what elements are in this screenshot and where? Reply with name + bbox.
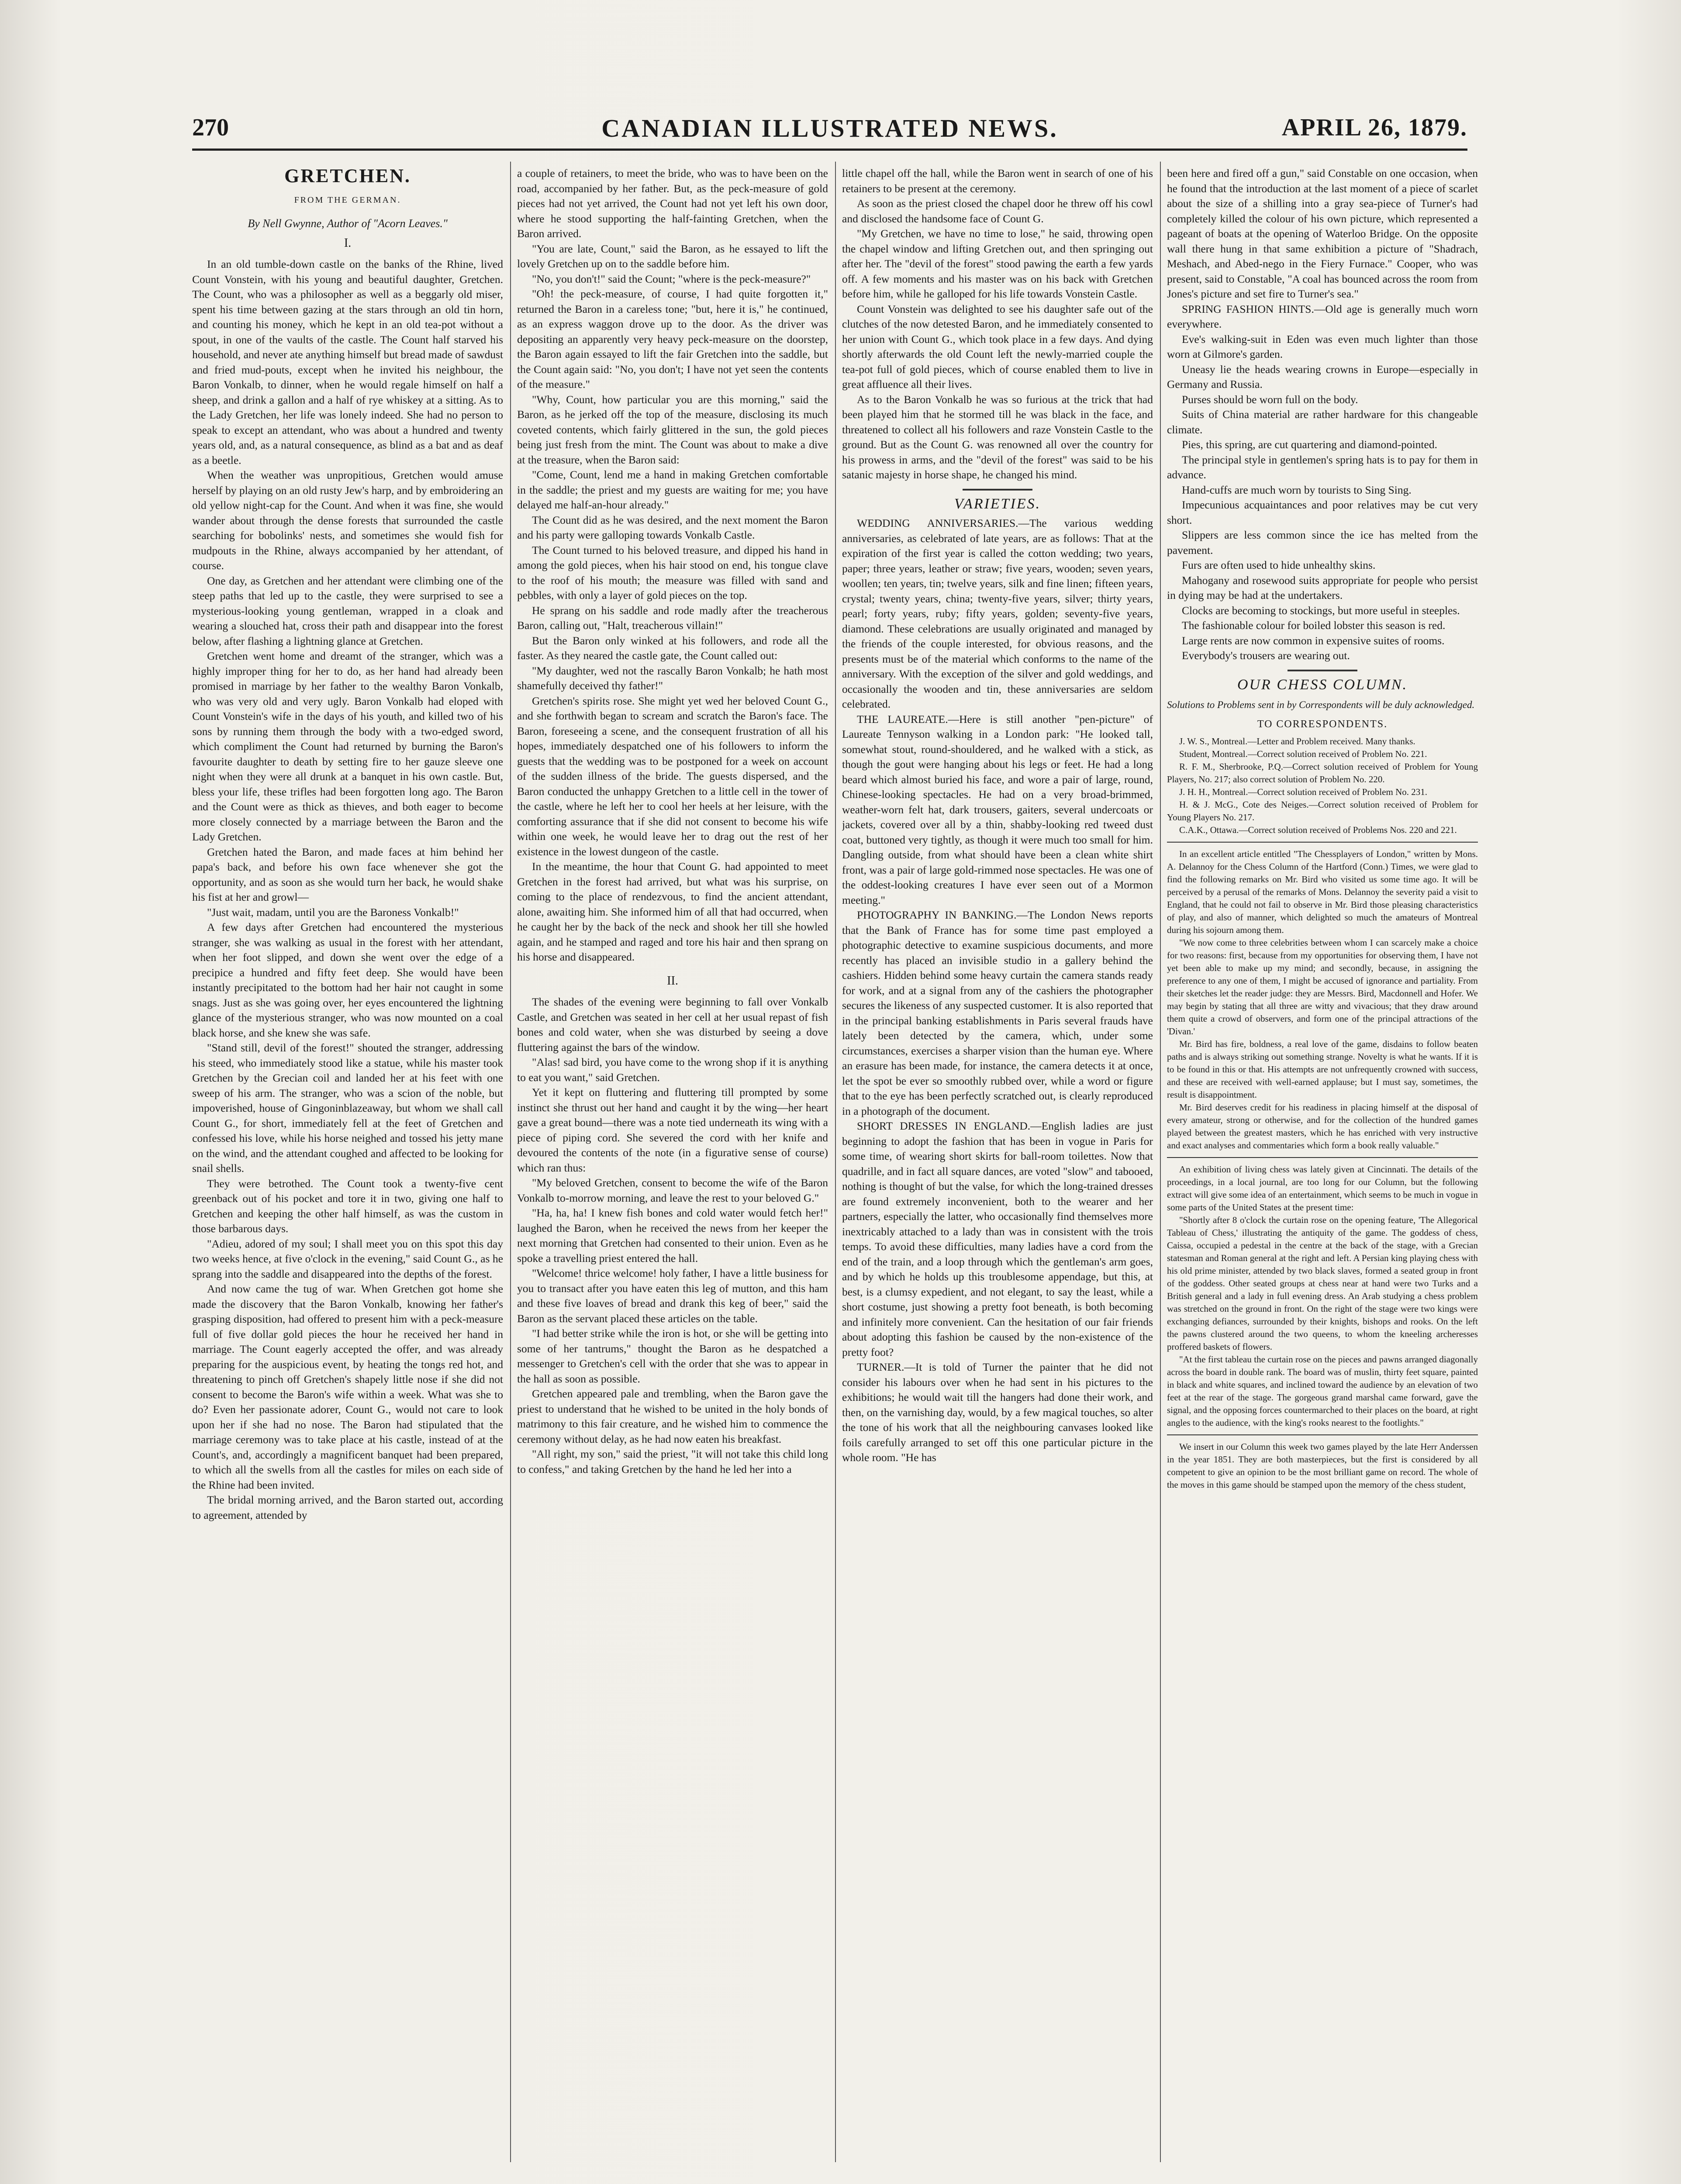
paragraph: One day, as Gretchen and her attendant were climbing one of the steep paths that led up to the castle, they were surprised to see a mysterious-looking young gentleman, wrapped in a cloak and wearing a slouched hat, cross their path and disappear into the forest below, after flashing a lightning glance at Gretchen. [192, 574, 503, 647]
column-divider [510, 162, 511, 2162]
divider [1167, 1157, 1478, 1158]
story-title: GRETCHEN. [284, 166, 411, 187]
chess-heading: OUR CHESS COLUMN. [1237, 676, 1408, 693]
paragraph: But the Baron only winked at his followers, and rode all the faster. As they neared the castle gate, the Count called out: [517, 634, 828, 662]
paragraph: "Why, Count, how particular you are this morning," said the Baron, as he jerked off the top of the measure, disclosing its much coveted contents, which fairly glittered in the sun, the gold pieces being just fresh from the mint. The Count was about to make a dive at the treasure, when the Baron said: [517, 393, 828, 466]
paragraph: little chapel off the hall, while the Baron went in search of one of his retainers to be present at the ceremony. [842, 167, 1153, 195]
paragraph: "Welcome! thrice welcome! holy father, I have a little business for you to transact after you have eaten this leg of mutton, and this ham and these five loaves of bread and drank this keg of beer," said the Baron as the servant placed these articles on the table. [517, 1267, 828, 1325]
paragraph: In an excellent article entitled "The Chessplayers of London," written by Mons. A. Delannoy for the Chess Column of the Hartford (Conn.) Times, we were glad to find the following remarks on Mr. Bird who visited us some time ago. It will be perceived by a perusal of the remarks of Mons. Delannoy the severity paid a visit to England, that he could not fail to observe in Mr. Bird those pleasing characteristics of play, and also of manner, which delighted so much the amateurs of Montreal during his sojourn among them. [1167, 848, 1478, 935]
paragraph: An exhibition of living chess was lately given at Cincinnati. The details of the proceedings, in a local journal, are too long for our Column, but the following extract will give some idea of an entertainment, which seems to be much in vogue in some parts of the United States at the present time: [1167, 1164, 1478, 1213]
divider [1167, 842, 1478, 843]
paragraph: When the weather was unpropitious, Gretchen would amuse herself by playing on an old rusty Jew's harp, and by embroidering an old yellow night-cap for the Count. And when it was fine, she would wander about through the dense forests that surrounded the castle searching for bobolinks' nests, and sometimes she would fish for mudpouts in the Rhine, always accompanied by her attendant, of course. [192, 469, 503, 572]
paragraph: "Ha, ha, ha! I knew fish bones and cold water would fetch her!" laughed the Baron, when he received the news from her keeper the next morning that Gretchen had consented to their union. Even as he spoke a travelling priest entered the hall. [517, 1206, 828, 1265]
column-1 [192, 166, 503, 2158]
column-4 [1167, 166, 1478, 2158]
paragraph: We insert in our Column this week two games played by the late Herr Anderssen in the year 1851. They are both masterpieces, but the first is considered by all competent to give an opinion to be the most brilliant game on record. The whole of the moves in this game should be stamped upon the memory of the chess student, [1167, 1441, 1478, 1490]
paragraph: Mr. Bird deserves credit for his readiness in placing himself at the disposal of every amateur, strong or otherwise, and for the collection of the hundred games played between the greatest masters, which he has enriched with very instructive and exact analyses and commentaries which form a book really valuable." [1167, 1102, 1478, 1151]
story-byline: By Nell Gwynne, Author of "Acorn Leaves." [248, 217, 448, 230]
paragraph: THE LAUREATE.—Here is still another "pen-picture" of Laureate Tennyson walking in a London park: "He looked tall, somewhat stout, round-shouldered, and he walked with a stick, as though the gout were hanging about his legs or feet. He had a long beard which almost buried his face, and wore a pair of large, round, Chinese-looking spectacles. He had on a very broad-brimmed, weather-worn felt hat, dark trousers, gaiters, several undercoats or jackets, covered over all by a thin, shabby-looking red tweed dust coat, buttoned very tightly, as though it were much too small for him. Dangling outside, from what should have been a clean white shirt front, was a pair of large gold-rimmed nose spectacles. He was one of the oddest-looking creatures I have ever seen out of a Mormon meeting." [842, 712, 1153, 906]
paragraph: TURNER.—It is told of Turner the painter that he did not consider his labours over when he had sent in his pictures to the exhibitions; he would wait till the hangers had done their work, and then, on the varnishing day, would, by a few magical touches, so alter the tone of his work that all the neighbouring canvases looked like foils carefully arranged to set off this one particular picture in the whole room. "He has [842, 1361, 1153, 1464]
paragraph: In an old tumble-down castle on the banks of the Rhine, lived Count Vonstein, with his young and beautiful daughter, Gretchen. The Count, who was a philosopher as well as a beggarly old miser, spent his time between gazing at the stars through an old tin horn, and counting his money, which he kept in an old tea-pot without a spout, in one of the vaults of the castle. The Count half starved his household, and never ate anything himself but bread made of sawdust and fried mud-pouts, except when he invited his neighbour, the Baron Vonkalb, to dinner, when he would regale himself on half a sheep, and drink a gallon and a half of rye whiskey at a sitting. As to the Lady Gretchen, her life was lonely indeed. She had no person to speak to except an attendant, who was about a hundred and twenty years old, and, as a natural consequence, as blind as a bat and as deaf as a beetle. [192, 258, 503, 467]
paragraph: J. W. S., Montreal.—Letter and Problem received. Many thanks. [1179, 736, 1415, 746]
paragraph: "My beloved Gretchen, consent to become the wife of the Baron Vonkalb to-morrow morning, and leave the rest to your beloved G." [517, 1176, 828, 1204]
paragraph: Large rents are now common in expensive suites of rooms. [1182, 634, 1445, 647]
paragraph: Uneasy lie the heads wearing crowns in Europe—especially in Germany and Russia. [1167, 363, 1478, 390]
paragraph: In the meantime, the hour that Count G. had appointed to meet Gretchen in the forest had arrived, but what was his surprise, on coming to the place of rendezvous, to find the ancient attendant, alone, awaiting him. She informed him of all that had occurred, when he caught her by the back of the neck and shook her till she howled again, and he stamped and raged and tore his hair and then sprang on his horse and disappeared. [517, 860, 828, 963]
paragraph: H. & J. McG., Cote des Neiges.—Correct solution received of Problem for Young Players No. 217. [1167, 799, 1478, 822]
paragraph: The principal style in gentlemen's spring hats is to pay for them in advance. [1167, 453, 1478, 481]
paragraph: Impecunious acquaintances and poor relatives may be cut very short. [1167, 498, 1478, 526]
paragraph: "My daughter, wed not the rascally Baron Vonkalb; he hath most shamefully deceived thy father!" [517, 664, 828, 692]
paragraph: Pies, this spring, are cut quartering and diamond-pointed. [1182, 438, 1437, 451]
paragraph: Suits of China material are rather hardware for this changeable climate. [1167, 408, 1478, 436]
paragraph: Gretchen appeared pale and trembling, when the Baron gave the priest to understand that he wished to be united in the holy bonds of matrimony to this fair creature, and he wished him to commence the ceremony without delay, as he had now eaten his breakfast. [517, 1387, 828, 1445]
column-2 [517, 166, 828, 2158]
correspondents-list [1167, 735, 1478, 1491]
paragraph: "Just wait, madam, until you are the Baroness Vonkalb!" [207, 905, 459, 919]
paragraph: "Oh! the peck-measure, of course, I had quite forgotten it," returned the Baron in a careless tone; "but, here it is," he continued, as an express waggon drove up to the door. As the driver was depositing an apparently very heavy peck-measure on the doorstep, the Baron again essayed to lift the fair Gretchen into the saddle, but the Count again said: "No, you don't; I have not yet seen the contents of the measure." [517, 287, 828, 390]
paragraph: Yet it kept on fluttering and fluttering till prompted by some instinct she thrust out her hand and caught it by the wing—her heart gave a great bound—there was a note tied underneath its wing with a piece of piping cord. She severed the cord with her knife and devoured the contents of the note (in a figurative sense of course) which ran thus: [517, 1086, 828, 1174]
paragraph: "I had better strike while the iron is hot, or she will be getting into some of her tantrums," thought the Baron as he despatched a messenger to Gretchen's cell with the order that she was to appear in the hall as soon as possible. [517, 1327, 828, 1385]
paragraph: The shades of the evening were beginning to fall over Vonkalb Castle, and Gretchen was seated in her cell at her usual repast of fish bones and cold water, when she was disturbed by seeing a dove fluttering against the bars of the window. [517, 995, 828, 1054]
column-3 [842, 166, 1153, 2158]
paragraph: The Count did as he was desired, and the next moment the Baron and his party were galloping towards Vonkalb Castle. [517, 513, 828, 541]
paragraph: Gretchen went home and dreamt of the stranger, which was a highly improper thing for her to do, as her hand had already been promised in marriage by her father to the wealthy Baron Vonkalb, who was very old and very ugly. Baron Vonkalb had eloped with Count Vonstein's wife in the days of his youth, and killed two of his sons by running them through the body with a two-edged sword, which compliment the Count had returned by burning the Baron's favourite daughter to death by setting fire to her gauze sleeve one night when they were all drunk at a banquet in his own castle. But, bless your life, these trifles had been forgotten long ago. The Baron and the Count were as thick as thieves, and both eager to become more closely connected by a marriage between the Baron and the Lady Gretchen. [192, 650, 503, 843]
part-number: I. [344, 236, 352, 250]
paragraph: Gretchen's spirits rose. She might yet wed her beloved Count G., and she forthwith began to scream and scratch the Baron's face. The Baron, foreseeing a scene, and the consequent frustration of all his hopes, immediately despatched one of his followers to inform the guests that the wedding was to be postponed for a week on account of the sudden illness of the bride. The guests dispersed, and the Baron conducted the unhappy Gretchen to a little cell in the tower of the castle, where he left her to cool her heels at her leisure, with the comforting assurance that if she did not consent to become his wife within one week, he would leave her to drag out the rest of her existence in the lowest dungeon of the castle. [517, 694, 828, 858]
paragraph: Student, Montreal.—Correct solution received of Problem No. 221. [1179, 748, 1427, 759]
paragraph: The fashionable colour for boiled lobster this season is red. [1182, 619, 1446, 632]
header-rule [192, 149, 1467, 151]
paragraph: "We now come to three celebrities between whom I can scarcely make a choice for two reasons: first, because from my opportunities for observing them, I have not yet been able to make up my mind; and secondly, because, in assigning the preference to any one of them, I might be accused of ignorance and partiality. From their sketches let the reader judge: they are Messrs. Bird, Macdonnell and Hofer. We may begin by stating that all three are witty and vivacious; that they draw around them quite a crowd of observers, and form one of the principal attractions of the 'Divan.' [1167, 937, 1478, 1037]
paragraph: J. H. H., Montreal.—Correct solution received of Problem No. 231. [1179, 786, 1428, 797]
paragraph: "All right, my son," said the priest, "it will not take this child long to confess," and taking Gretchen by the hand he led her into a [517, 1448, 828, 1476]
paragraph: SPRING FASHION HINTS.—Old age is generally much worn everywhere. [1167, 302, 1478, 330]
paragraph: "You are late, Count," said the Baron, as he essayed to lift the lovely Gretchen up on to the saddle before him. [517, 242, 828, 270]
paragraph: Mr. Bird has fire, boldness, a real love of the game, disdains to follow beaten paths and is always striking out something strange. Novelty is what he wants. If it is to be found in this or that. His attempts are not unfrequently crowned with success, and these are received with well-earned applause; but I must say, sometimes, the result is disappointment. [1167, 1038, 1478, 1100]
paragraph: The bridal morning arrived, and the Baron started out, according to agreement, attended by [192, 1493, 503, 1521]
paragraph: SHORT DRESSES IN ENGLAND.—English ladies are just beginning to adopt the fashion that has been in vogue in Paris for some time, of wearing short skirts for ball-room toilettes. Now that quadrille, and in fact all square dances, are voted "slow" and tabooed, nothing is thought of but the valse, for which the long-trained dresses are found extremely inconvenient, both to the wearer and her partners, especially the latter, who occasionally find themselves more inextricably attached to a lady than was in consistent with the trois temps. To avoid these difficulties, many ladies have a cord from the end of the train, and a loop through which the gentleman's arm goes, and by which he holds up this troublesome appendage, but this, at best, is a clumsy expedient, and not elegant, to say the least, while a short costume, just showing a pretty foot beneath, is both becoming and infinitely more convenient. Can the hesitation of our fair friends about adopting this fashion be caused by the non-existence of the pretty foot? [842, 1120, 1153, 1358]
story-subtitle: FROM THE GERMAN. [294, 195, 401, 205]
paragraph: Hand-cuffs are much worn by tourists to Sing Sing. [1182, 483, 1412, 496]
paragraph: Mahogany and rosewood suits appropriate for people who persist in dying may be had at the undertakers. [1167, 574, 1478, 601]
paragraph: As soon as the priest closed the chapel door he threw off his cowl and disclosed the handsome face of Count G. [842, 197, 1153, 225]
paragraph: A few days after Gretchen had encountered the mysterious stranger, she was walking as usual in the forest with her attendant, when her foot slipped, and down she went over the edge of a precipice a hundred and fifty feet deep. She would have been instantly precipitated to the bottom had her hair not caught in some snags. Just as she was going over, her eyes encountered the lightning glance of the mysterious stranger, who was now mounted on a coal black horse, and she knew she was safe. [192, 921, 503, 1039]
paragraph: "At the first tableau the curtain rose on the pieces and pawns arranged diagonally across the board in double rank. The board was of muslin, thirty feet square, painted in black and white squares, and inclined toward the audience by an elevation of two feet at the rear of the stage. The gorgeous grand marshal came forward, gave the signal, and the opposing forces countermarched to their places on the board, at right angles to the audience, with the king's rooks nearest to the footlights." [1167, 1354, 1478, 1428]
paragraph: As to the Baron Vonkalb he was so furious at the trick that had been played him that he stormed till he was black in the face, and threatened to collect all his followers and raze Vonstein Castle to the ground. But as the Count G. was renowned all over the country for his prowess in arms, and the "devil of the forest" was said to be his satanic majesty in horse shape, he changed his mind. [842, 393, 1153, 481]
paragraph: He sprang on his saddle and rode madly after the treacherous Baron, calling out, "Halt, treacherous villain!" [517, 604, 828, 632]
paragraph: been here and fired off a gun," said Constable on one occasion, when he found that the introduction at the last moment of a piece of scarlet about the size of a shilling into a gray sea-piece of Turner's had completely killed the colour of his own picture, which represented a pageant of boats at the opening of Waterloo Bridge. On the opposite wall there hung in that same exhibition a picture of "Shadrach, Meshach, and Abed-nego in the Fiery Furnace." Cooper, who was present, said to Constable, "A coal has bounced across the room from Jones's picture and set fire to Turner's sea." [1167, 167, 1478, 300]
paragraph: Eve's walking-suit in Eden was even much lighter than those worn at Gilmore's garden. [1167, 332, 1478, 360]
paragraph: "Shortly after 8 o'clock the curtain rose on the opening feature, 'The Allegorical Tableau of Chess,' illustrating the antiquity of the game. The goddess of chess, Caissa, occupied a pedestal in the centre at the back of the stage, with a Grecian statesman and Roman general at the right and left. A Persian king playing chess with his old prime minister, attended by two black slaves, formed a seated group in front of the goddess. Other seated groups at chess near at hand were two Turks and a British general and a lady in full evening dress. An Arab studying a chess problem was stretched on the ground in front. On the right of the stage were two kings were exchanging defiances, surrounded by their knights, bishops and rooks. On the left the pawns clustered around the two queens, to whom the kneeling archeresses proffered baskets of flowers. [1167, 1214, 1478, 1352]
chess-note: Solutions to Problems sent in by Correspondents will be duly acknowledged. [1167, 699, 1475, 710]
paragraph: Gretchen hated the Baron, and made faces at him behind her papa's back, and before his own face whenever she got the opportunity, and as soon as she would turn her back, he would shake his fist at her and growl— [192, 845, 503, 903]
paragraph: Slippers are less common since the ice has melted from the pavement. [1167, 529, 1478, 556]
paragraph: The Count turned to his beloved treasure, and dipped his hand in among the gold pieces, when his hair stood on end, his tongue clave to the roof of his mouth; the measure was filled with sand and pebbles, with only a layer of gold pieces on the top. [517, 543, 828, 601]
paragraph: "Alas! sad bird, you have come to the wrong shop if it is anything to eat you want," said Gretchen. [517, 1056, 828, 1084]
paragraph: "My Gretchen, we have no time to lose," he said, throwing open the chapel window and lifting Gretchen out, and then springing out after her. The "devil of the forest" stood pawing the earth a few yards off. A few moments and his master was on his back with Gretchen before him, while he galloped for his life towards Vonstein Castle. [842, 227, 1153, 300]
varieties-heading: VARIETIES. [954, 495, 1041, 512]
paragraph: a couple of retainers, to meet the bride, who was to have been on the road, accompanied by her father. But, as the peck-measure of gold pieces had not yet arrived, the Count had not yet left his own door, where he stood supporting the half-fainting Gretchen, when the Baron arrived. [517, 167, 828, 240]
page-number: 270 [192, 114, 229, 141]
column-divider [835, 162, 836, 2162]
issue-date: APRIL 26, 1879. [1281, 114, 1467, 141]
paragraph: Clocks are becoming to stockings, but more useful in steeples. [1182, 604, 1460, 617]
part-number: II. [667, 974, 678, 988]
section-separator [963, 489, 1032, 491]
column-divider [1160, 162, 1161, 2162]
paragraph: R. F. M., Sherbrooke, P.Q.—Correct solution received of Problem for Young Players, No. 217; also correct solution of Problem No. 220. [1167, 761, 1478, 784]
correspondents-heading: TO CORRESPONDENTS. [1257, 718, 1388, 730]
paragraph: Furs are often used to hide unhealthy skins. [1182, 559, 1376, 571]
paragraph: "Adieu, adored of my soul; I shall meet you on this spot this day two weeks hence, at five o'clock in the evening," said Count G., as he sprang into the saddle and disappeared into the depths of the forest. [192, 1237, 503, 1280]
paragraph: PHOTOGRAPHY IN BANKING.—The London News reports that the Bank of France has for some time past employed a photographic detective to examine suspicious documents, and more recently has placed an invisible studio in a gallery behind the cashiers. Hidden behind some heavy curtain the camera stands ready for work, and at a signal from any of the cashiers the photographer secures the likeness of any suspected customer. It is also reported that in the principal banking establishments in Paris several frauds have lately been detected by the camera, which, under some circumstances, exercises a sharper vision than the human eye. Where an erasure has been made, for instance, the camera detects it at once, let the spot be ever so smoothly rubbed over, while a word or figure that to the eye has been perfectly scratched out, is clearly reproduced in a photograph of the document. [842, 909, 1153, 1117]
divider [1167, 1434, 1478, 1435]
paragraph: "Come, Count, lend me a hand in making Gretchen comfortable in the saddle; the priest and my guests are waiting for me; you have delayed me half-an-hour already." [517, 468, 828, 511]
paragraph: "Stand still, devil of the forest!" shouted the stranger, addressing his steed, who immediately stood like a statue, while his master took Gretchen by the Grecian coil and landed her at his feet with one sweep of his arm. The stranger, who was a scion of the noble, but impoverished, house of Gingoninblazeaway, but whom we shall call Count G., for short, immediately fell at the feet of Gretchen and confessed his love, while his horse neighed and tossed his jetty mane on the wind, and the attendant coughed and affected to be looking for snail shells. [192, 1041, 503, 1175]
paragraph: C.A.K., Ottawa.—Correct solution received of Problems Nos. 220 and 221. [1179, 824, 1457, 835]
paragraph: Purses should be worn full on the body. [1182, 393, 1358, 406]
paragraph: They were betrothed. The Count took a twenty-five cent greenback out of his pocket and tore it in two, giving one half to Gretchen and keeping the other half himself, as was the custom in those barbarous days. [192, 1177, 503, 1235]
paragraph: Everybody's trousers are wearing out. [1182, 649, 1350, 662]
page-header [192, 114, 1467, 144]
section-separator [1288, 670, 1357, 671]
paragraph: And now came the tug of war. When Gretchen got home she made the discovery that the Baron Vonkalb, knowing her father's grasping disposition, had offered to present him with a peck-measure full of five dollar gold pieces the hour he received her hand in marriage. The Count eagerly accepted the offer, and was already preparing for the auspicious event, by heating the tongs red hot, and threatening to pinch off Gretchen's shapely little nose if she did not consent to become the Baron's wife within a week. What was she to do? Even her passionate adorer, Count G., would not care to look upon her if she had no nose. The Baron had stipulated that the marriage ceremony was to take place at his castle, instead of at the Count's, and, accordingly a magnificent banquet had been prepared, to which all the swells from all the castles for miles on each side of the Rhine had been invited. [192, 1282, 503, 1491]
paragraph: WEDDING ANNIVERSARIES.—The various wedding anniversaries, as celebrated of late years, are as follows: That at the expiration of the first year is called the cotton wedding; two years, paper; three years, leather or straw; five years, wooden; seven years, woollen; ten years, tin; twelve years, silk and fine linen; fifteen years, crystal; twenty years, china; twenty-five years, silver; thirty years, pearl; forty years, ruby; fifty years, golden; seventy-five years, diamond. These celebrations are usually originated and managed by the friends of the couple interested, for obvious reasons, and the presents must be of the material which conforms to the name of the anniversary. With the exception of the silver and gold weddings, and occasionally the wooden and tin, these anniversaries are seldom celebrated. [842, 517, 1153, 710]
newspaper-title: CANADIAN ILLUSTRATED NEWS. [601, 114, 1058, 142]
paragraph: "No, you don't!" said the Count; "where is the peck-measure?" [532, 272, 811, 285]
paragraph: Count Vonstein was delighted to see his daughter safe out of the clutches of the now detested Baron, and he immediately consented to her union with Count G., which took place in a few days. And dying shortly afterwards the old Count left the newly-married couple the tea-pot full of gold pieces, which of course enabled them to live in great affluence all their lives. [842, 302, 1153, 390]
